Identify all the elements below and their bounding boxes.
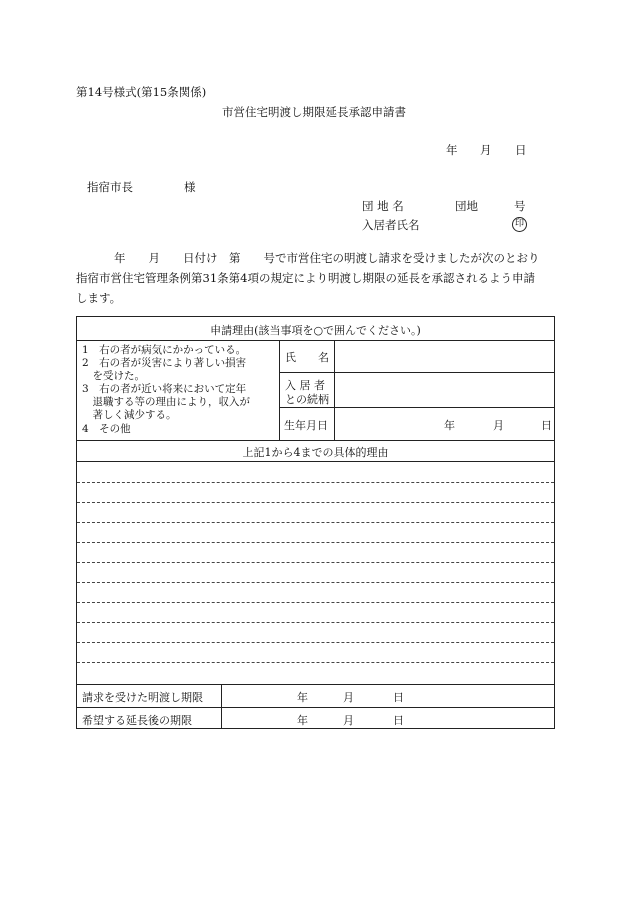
specific-reason-header: 上記1から4までの具体的理由	[242, 446, 389, 459]
addressee-name: 指宿市長	[87, 180, 133, 194]
writing-line	[77, 482, 554, 483]
resident-name-label: 入居者氏名	[362, 218, 420, 232]
deadline-month: 月	[343, 691, 354, 704]
birth-day: 日	[541, 419, 552, 432]
reason-item: 2 右の者が災害により著しい損害	[82, 357, 247, 369]
application-table	[76, 316, 555, 729]
divider	[279, 340, 280, 440]
relation-label: との続柄	[285, 393, 329, 406]
reason-item: 1 右の者が病気にかかっている。	[82, 344, 247, 356]
divider	[279, 372, 554, 373]
divider	[77, 461, 554, 462]
page-title: 市営住宅明渡し期限延長承認申請書	[222, 105, 406, 119]
extended-year: 年	[297, 714, 308, 727]
writing-line	[77, 522, 554, 523]
divider	[334, 340, 335, 440]
writing-line	[77, 622, 554, 623]
divider	[77, 684, 554, 685]
danchi-label: 団 地 名	[362, 199, 404, 213]
reason-item: 4 その他	[82, 423, 131, 435]
extended-month: 月	[343, 714, 354, 727]
birth-month: 月	[493, 419, 504, 432]
birth-date-label: 生年月日	[284, 419, 328, 432]
deadline-day: 日	[393, 691, 404, 704]
reason-item: を受けた。	[82, 370, 145, 382]
date-year: 年	[446, 143, 458, 157]
addressee-honorific: 様	[184, 180, 196, 194]
extended-day: 日	[393, 714, 404, 727]
body-line-1: 年 月 日付け 第 号で市営住宅の明渡し請求を受けましたが次のとおり	[114, 251, 540, 265]
relation-label: 入 居 者	[285, 379, 325, 392]
writing-line	[77, 562, 554, 563]
divider	[77, 440, 554, 441]
form-number: 第14号様式(第15条関係)	[76, 85, 207, 99]
request-body	[76, 248, 556, 308]
seal-icon: 印	[512, 217, 527, 232]
writing-line	[77, 602, 554, 603]
date-day: 日	[515, 143, 527, 157]
divider	[77, 707, 554, 708]
reason-header: 申請理由(該当事項を○で囲んでください。)	[210, 324, 421, 337]
body-line-2: 指宿市営住宅管理条例第31条第4項の規定により明渡し期限の延長を承認されるよう申請	[76, 271, 535, 285]
writing-line	[77, 642, 554, 643]
writing-line	[77, 582, 554, 583]
birth-year: 年	[444, 419, 455, 432]
danchi-suffix: 団地	[455, 199, 478, 213]
reason-item: 著しく減少する。	[82, 409, 177, 421]
deadline-year: 年	[297, 691, 308, 704]
body-line-3: します。	[76, 291, 122, 305]
deadline-label: 請求を受けた明渡し期限	[82, 691, 203, 704]
extended-deadline-label: 希望する延長後の期限	[82, 714, 192, 727]
writing-line	[77, 542, 554, 543]
divider	[279, 407, 554, 408]
divider	[77, 340, 554, 341]
writing-line	[77, 662, 554, 663]
writing-line	[77, 502, 554, 503]
date-month: 月	[480, 143, 492, 157]
reason-item: 退職する等の理由により，収入が	[82, 396, 250, 408]
name-label: 氏 名	[285, 351, 329, 364]
number-suffix: 号	[514, 199, 526, 213]
reason-item: 3 右の者が近い将来において定年	[82, 383, 247, 395]
